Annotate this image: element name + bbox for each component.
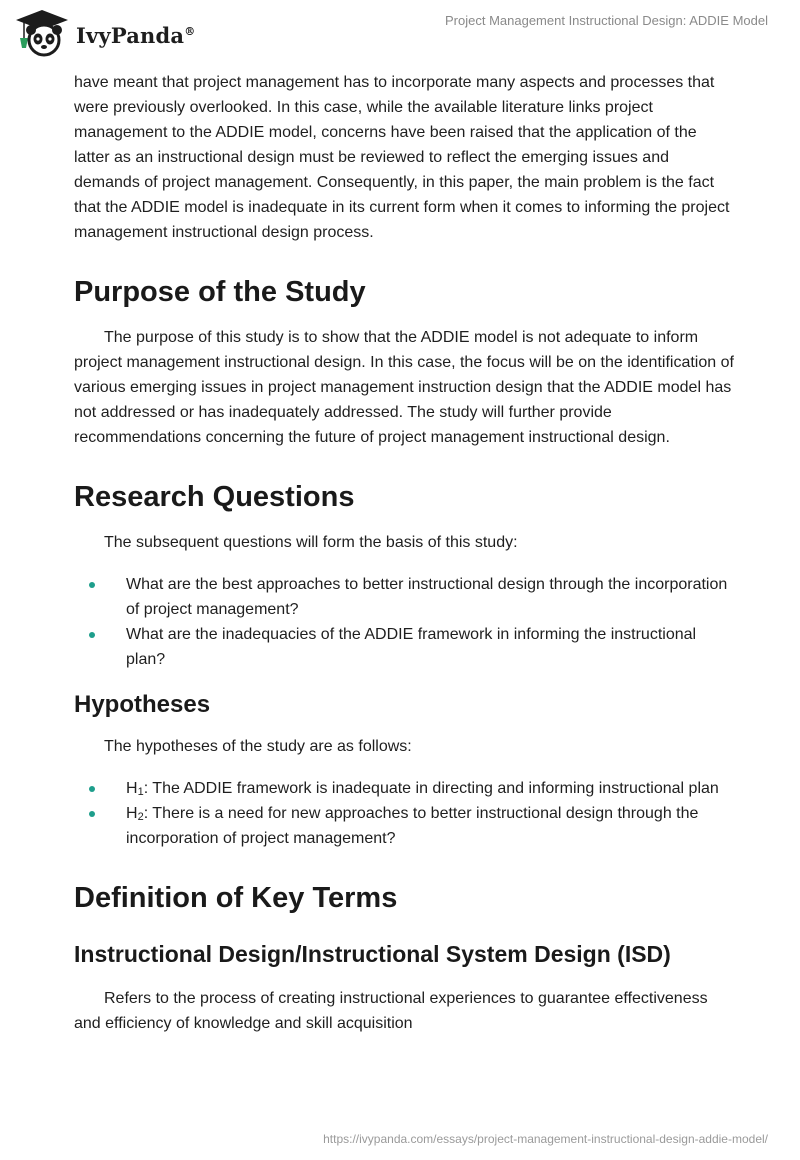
list-item: What are the best approaches to better instructional design through the incorporation of project management? xyxy=(74,572,734,622)
purpose-paragraph: The purpose of this study is to show that the ADDIE model is not adequate to inform project management instructional design. In this case, the focus will be on the identification of various emerging issues in project management instruction design that the ADDIE model has not addressed or has inadequately addressed. The study will further provide recommendations concerning the future of project management instructional design. xyxy=(74,329,734,446)
list-item: $H_1$: The ADDIE framework is inadequate in directing and informing instructional plan xyxy=(74,776,734,801)
heading-isd-term: Instructional Design/Instructional System Design (ISD) xyxy=(74,941,671,967)
research-intro: The subsequent questions will form the basis of this study: xyxy=(104,534,518,551)
heading-purpose: Purpose of the Study xyxy=(74,276,366,308)
source-url[interactable]: https://ivypanda.com/essays/project-management-instructional-design-addie-model/ xyxy=(323,1132,768,1146)
research-question-list xyxy=(74,572,734,672)
document-title: Project Management Instructional Design: ADDIE Model xyxy=(445,13,768,28)
bullet-dot xyxy=(89,811,95,817)
hypotheses-list xyxy=(74,776,734,851)
list-item: What are the inadequacies of the ADDIE framework in informing the instructional plan? xyxy=(74,622,734,672)
bullet-dot xyxy=(89,632,95,638)
heading-hypotheses: Hypotheses xyxy=(74,691,211,718)
isd-definition: Refers to the process of creating instructional experiences to guarantee effectiveness and efficiency of knowledge and skill acquisition xyxy=(74,990,708,1032)
panda-graduate-icon xyxy=(14,8,70,58)
brand-name: IvyPanda® xyxy=(76,22,196,48)
heading-definitions: Definition of Key Terms xyxy=(74,882,398,914)
brand-logo[interactable] xyxy=(14,8,195,58)
list-item: $H_2$: There is a need for new approaches to better instructional design through the incorporation of project management? xyxy=(74,801,734,851)
hypotheses-intro: The hypotheses of the study are as follows: xyxy=(104,738,412,755)
bullet-dot xyxy=(89,582,95,588)
page-header xyxy=(0,0,800,70)
heading-research-questions: Research Questions xyxy=(74,481,355,513)
article-body xyxy=(74,70,734,1036)
bullet-dot xyxy=(89,786,95,792)
intro-paragraph: have meant that project management has to incorporate many aspects and processes that were previously overlooked. In this case, while the available literature links project management to the ADDIE model, concerns have been raised that the application of the latter as an instructional design must be reviewed to reflect the emerging issues and demands of project management. Consequently, in this paper, the main problem is the fact that the ADDIE model is inadequate in its current form when it comes to informing the project management instructional design process. xyxy=(74,74,730,241)
